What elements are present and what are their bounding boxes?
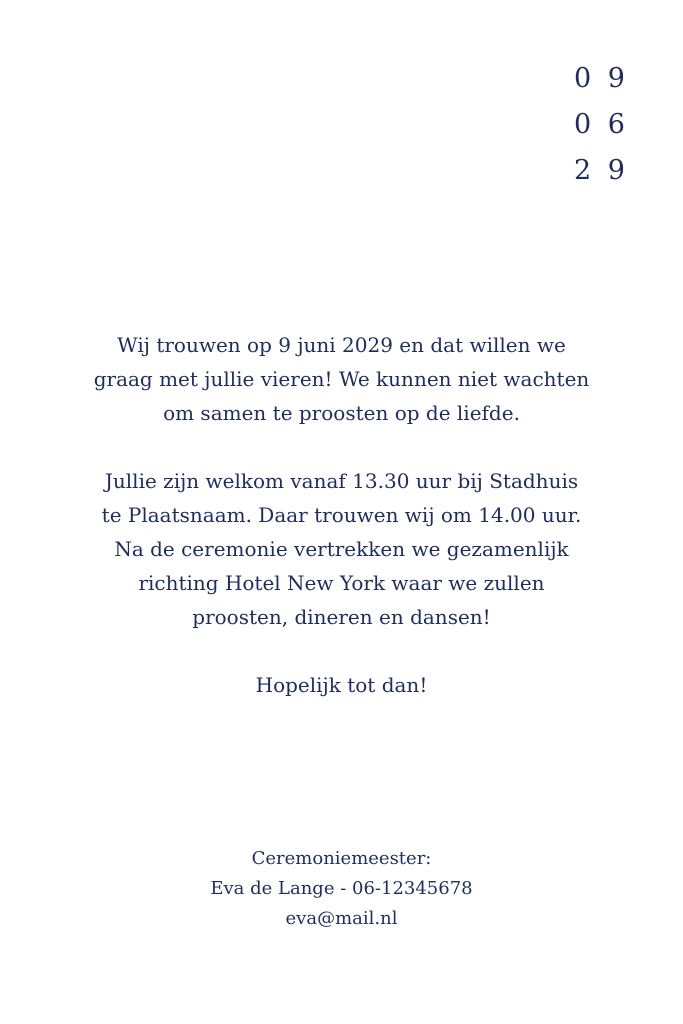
contact-email: eva@mail.nl [285, 908, 398, 929]
details-line: Jullie zijn welkom vanaf 13.30 uur bij Stadhuis [104, 469, 579, 493]
contact-name-phone: Eva de Lange - 06-12345678 [210, 878, 473, 899]
intro-line: om samen te proosten op de liefde. [163, 401, 520, 425]
date-year: 2 9 [574, 155, 629, 186]
closing-line: Hopelijk tot dan! [255, 673, 428, 697]
details-paragraph [40, 464, 643, 634]
intro-line: Wij trouwen op 9 juni 2029 en dat willen we [117, 333, 566, 357]
invitation-body [40, 328, 643, 736]
intro-line: graag met jullie vieren! We kunnen niet wachten [93, 367, 590, 391]
details-line: proosten, dineren en dansen! [192, 605, 491, 629]
contact-block [40, 844, 643, 934]
date-month: 0 6 [574, 109, 629, 140]
intro-paragraph [40, 328, 643, 430]
closing-paragraph [40, 668, 643, 702]
wedding-date [574, 56, 629, 194]
details-line: te Plaatsnaam. Daar trouwen wij om 14.00 uur. [101, 503, 582, 527]
details-line: richting Hotel New York waar we zullen [138, 571, 545, 595]
contact-label: Ceremoniemeester: [251, 848, 432, 869]
date-day: 0 9 [574, 63, 629, 94]
details-line: Na de ceremonie vertrekken we gezamenlijk [114, 537, 569, 561]
